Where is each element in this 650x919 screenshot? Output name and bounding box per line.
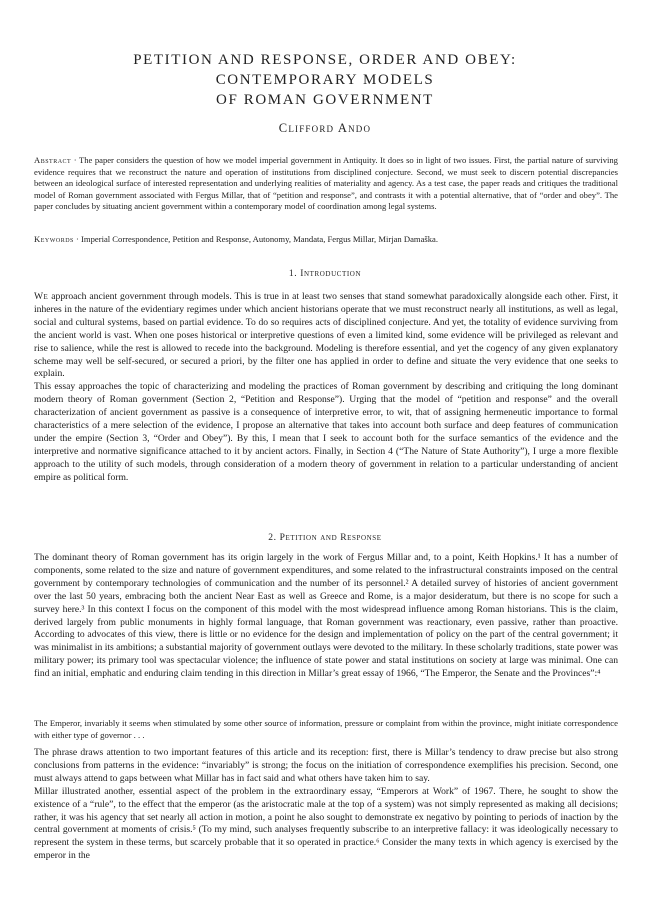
paragraph-text: approach ancient government through models. This is true in at least two senses that stand somewhat paradoxically alongside each other. First, it inheres in the nature of the evidentiary regimes under which ancient historians operate that we must reconstruct nearly all institutions, as well as legal, social and cultural systems, based on partial evidence. To do so requires acts of disciplined conjecture. And yet, the totality of evidence surviving from the ancient world is vast. When one poses historical or interpretive questions of even a limited kind, some evidence will be privileged as relevant and rise to salience, while the rest is allowed to recede into the background. Modeling is therefore essential, and yet the cogency of any given explanatory scheme may well be self-secured, or secured a priori, by the filter one has applied in order to define and situate the very evidence that one seeks to explain. [34, 291, 618, 380]
section-petition-body [34, 552, 618, 681]
paragraph: The phrase draws attention to two important features of this article and its reception: first, there is Millar’s tendency to draw precise but also strong conclusions from patterns in the evidence: “invariably” is strong; the focus on the initiation of correspondence exemplifies his precision. Second, one must always attend to gaps between what Millar has in fact said and what others have taken him to say. [34, 747, 618, 784]
keywords-separator: · [73, 234, 82, 244]
article-title [20, 50, 630, 110]
keywords-text: Imperial Correspondence, Petition and Response, Autonomy, Mandata, Fergus Millar, Mirjan Damaška. [81, 234, 438, 244]
abstract-label: Abstract [34, 155, 72, 165]
block-quote: The Emperor, invariably it seems when stimulated by some other source of information, pressure or complaint from within the province, might initiate correspondence with either type of governor . . . [34, 718, 618, 740]
keywords [34, 234, 618, 246]
drop-word: We [34, 291, 49, 302]
paragraph [34, 291, 618, 381]
paragraph: The dominant theory of Roman government has its origin largely in the work of Fergus Millar and, to a point, Keith Hopkins.¹ It has a number of components, some related to the size and nature of government expenditures, and some related to the infrastructural constraints imposed on the central government by contemporary technologies of communication and the number of its personnel.² A detailed survey of histories of ancient government over the last 50 years, embracing both the ancient Near East as well as Greece and Rome, is a major desideratum, but there is no scope for such a survey here.³ In this context I focus on the component of this model with the most widespread influence among Roman historians. This is the claim, derived largely from public monuments in highly formal language, that Roman government was reactionary, even passive, rather than proactive. According to advocates of this view, there is little or no evidence for the design and implementation of policy on the part of the central government; it was minimalist in its ambitions; a substantial majority of government outlays were devoted to the military. In these scholarly traditions, state power was military power; its primary tool was spectacular violence; the influence of state power and statal institutions on society at large was minimal. One can find an initial, emphatic and enduring claim tending in this direction in Millar’s great essay of 1966, “The Emperor, the Senate and the Provinces”:⁴ [34, 552, 618, 680]
section-petition-body-continued [34, 747, 618, 863]
section-heading-introduction: 1. Introduction [288, 269, 362, 279]
title-line-1: PETITION AND RESPONSE, ORDER AND OBEY: [133, 52, 517, 68]
title-line-3: OF ROMAN GOVERNMENT [216, 92, 434, 108]
author-name: Clifford Ando [278, 121, 372, 135]
title-line-2: CONTEMPORARY MODELS [215, 72, 435, 88]
paragraph: Millar illustrated another, essential aspect of the problem in the extraordinary essay, “Emperors at Work” of 1967. There, he sought to show the existence of a “rule”, to the effect that the emperor (as the aristocratic male at the top of a system) was not simply represented as making all decisions; rather, it was his agency that set nearly all action in motion, a point he also sought to demonstrate ex negativo by pointing to periods of inaction by the central government at moments of crisis.⁵ (To my mind, such analyses frequently subscribe to an interpretive fallacy: it was ideologically necessary to represent the system in these terms, but scarcely probable that it so operated in practice.⁶ Consider the many texts in which agency is exercised by the emperor in the [34, 785, 618, 862]
section-introduction-body [34, 291, 618, 485]
abstract-separator: · [71, 155, 79, 165]
abstract [34, 155, 618, 213]
section-heading-petition-response: 2. Petition and Response [268, 533, 382, 543]
paragraph: This essay approaches the topic of characterizing and modeling the practices of Roman government by describing and critiquing the long dominant modern theory of Roman government (Section 2, “Petition and Response”). Urging that the model of “petition and response” and the overall characterization of ancient government as passive is a consequence of interpretive error, to wit, that of assigning hermeneutic importance to formal characteristics of a mere selection of the evidence, I propose an alternative that takes into account both surface and deep features of communication under the empire (Section 3, “Order and Obey”). By this, I mean that I seek to account both for the surface semantics of the evidence and the interpretive and normative significance attached to it by ancient actors. Finally, in Section 4 (“The Nature of State Authority”), I urge a more flexible approach to the utility of such models, through consideration of a modern theory of government in relation to a particular understanding of ancient empire as political form. [34, 381, 618, 483]
keywords-label: Keywords [34, 234, 74, 244]
abstract-text: The paper considers the question of how we model imperial government in Antiquity. It does so in light of two issues. First, the partial nature of surviving evidence requires that we reconstruct the nature and operation of institutions from disciplined conjecture. Second, we must seek to discern potential discrepancies between an ideological surface of interested representation and underlying realities of materiality and agency. As a test case, the paper reads and critiques the traditional model of Roman government associated with Fergus Millar, that of “petition and response”, and contrasts it with a potential alternative, that of “order and obey”. The paper concludes by situating ancient government within a contemporary model of coordination among legal systems. [34, 155, 618, 212]
